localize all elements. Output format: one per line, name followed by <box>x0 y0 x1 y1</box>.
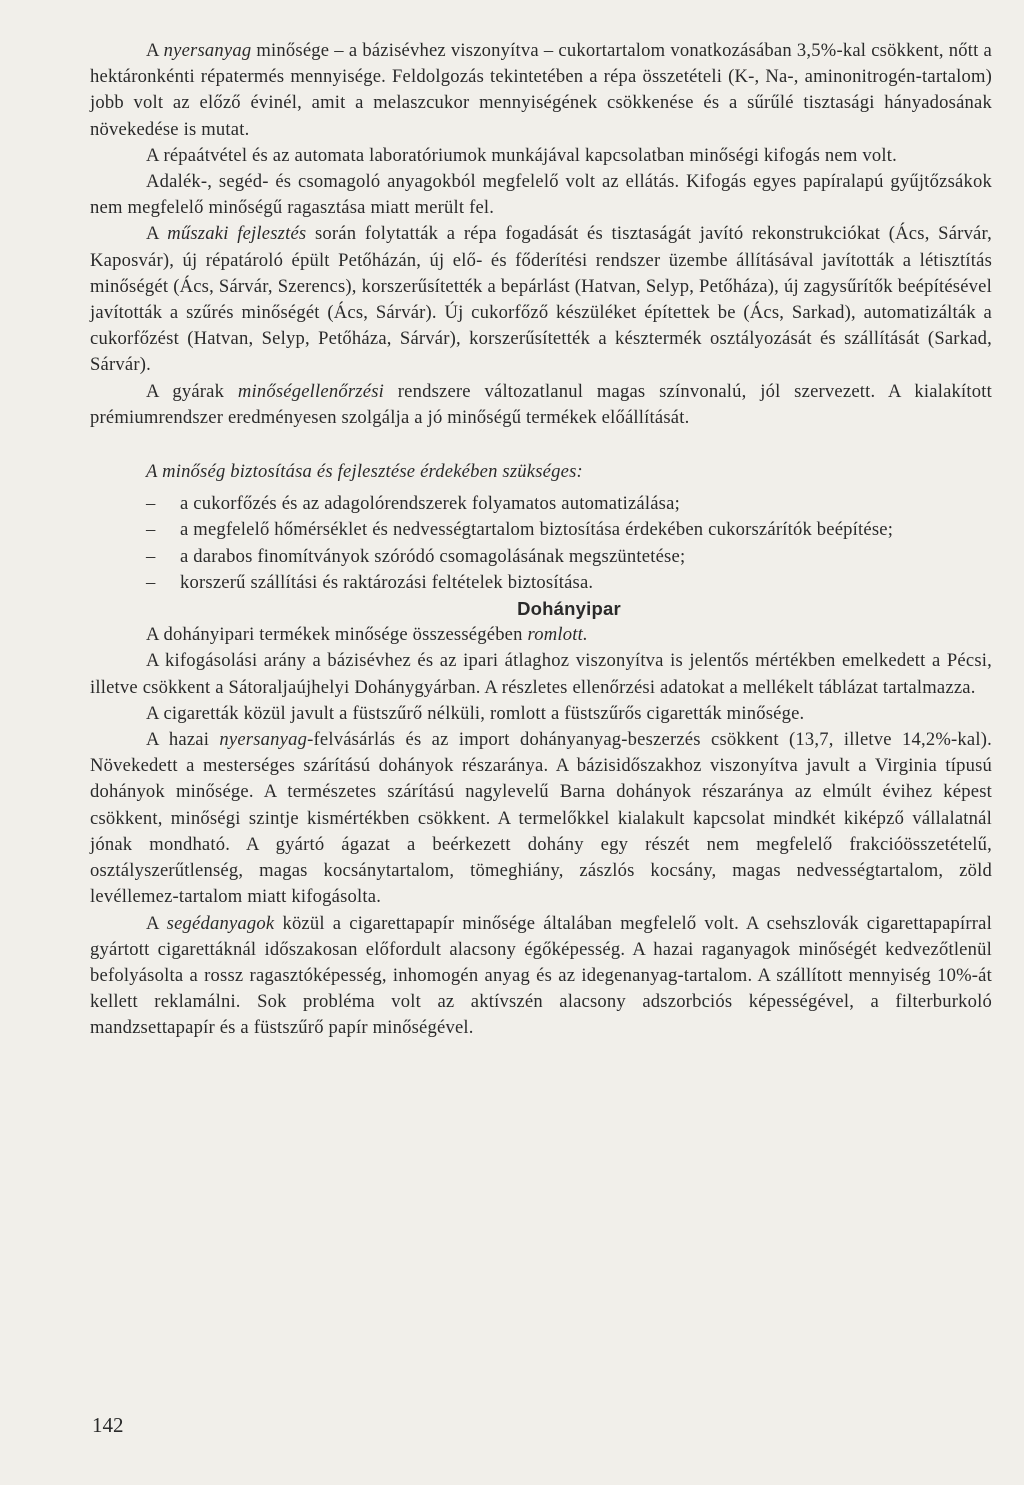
paragraph-rejection-rate: A kifogásolási arány a bázisévhez és az ipari átlaghoz viszonyítva is jelentős mértékben emelkedett a Pécsi, illetve csökkent a Sátoraljaújhelyi Dohánygyárban. A részletes ellenőrzési adatokat a mellékelt táblázat tartalmazza. <box>90 650 992 698</box>
italic-term: műszaki fejlesztés <box>167 223 307 245</box>
list-item: – korszerű szállítási és raktározási feltételek biztosítása. <box>90 570 992 596</box>
list-item: – a darabos finomítványok szóródó csomagolásának megszüntetése; <box>90 544 992 570</box>
paragraph-beet-intake: A répaátvétel és az automata laboratóriumok munkájával kapcsolatban minőségi kifogás nem volt. <box>146 144 897 166</box>
list-item: – a megfelelő hőmérséklet és nedvességtartalom biztosítása érdekében cukorszárítók beépítése; <box>90 517 992 543</box>
italic-term: nyersanyag <box>163 40 252 61</box>
paragraph-technical-development: A műszaki fejlesztés során folytatták a répa fogadását és tisztaságát javító rekonstrukciókat (Ács, Sárvár, Kaposvár), új répatároló épült Petőházán, új elő- és főderítési rendszer üzembe állításával javították a létisztítás minőségét (Ács, Sárvár, Szerencs), korszerűsítették a bepárlást (Hatvan, Selyp, Petőháza), új zagysűrítők beépítésével javították a szűrés minőségét (Ács, Sárvár). Új cukorfőző készüléket építettek be (Ács, Sarkad), automatizálták a cukorfőzést (Hatvan, Selyp, Petőháza, Sárvár), korszerűsítették a késztermék osztályozását és szállítását (Sarkad, Sárvár). <box>90 223 993 376</box>
paragraph-quality-control: A gyárak minőségellenőrzési rendszere változatlanul magas színvonalú, jól szervezett. A kialakított prémiumrendszer eredményesen szolgálja a jó minőségű termékek előállítását. <box>90 380 992 428</box>
body-text <box>90 38 992 1042</box>
italic-term: segédanyagok <box>166 912 275 934</box>
list-item: – a cukorfőzés és az adagolórendszerek folyamatos automatizálása; <box>90 491 992 517</box>
paragraph-tobacco-quality: A dohányipari termékek minősége összességében romlott. <box>146 624 588 646</box>
italic-term: nyersanyag <box>219 729 308 751</box>
paragraph-auxiliary-materials: A segédanyagok közül a cigarettapapír minősége általában megfelelő volt. A csehszlovák cigarettapapírral gyártott cigarettáknál időszakosan előfordult alacsony égőképesség. A hazai raganyagok minőségét kedvezőtlenül befolyásolta a rossz ragasztóképesség, inhomogén anyag és az idegenanyag-tartalom. A szállított mennyiség 10%-át kellett reklamálni. Sok probléma volt az aktívszén alacsony adszorbciós képességével, a filterburkoló mandzsettapapír és a füstszűrő papír minőségével. <box>90 912 992 1039</box>
italic-term: romlott. <box>527 624 588 646</box>
paragraph-cigarettes: A cigaretták közül javult a füstszűrő nélküli, romlott a füstszűrős cigaretták minősége. <box>146 702 805 724</box>
italic-term: minőségellenőrzési <box>237 380 384 402</box>
paragraph-supplies: Adalék-, segéd- és csomagoló anyagokból megfelelő volt az ellátás. Kifogás egyes papíralapú gyűjtőzsákok nem megfelelő minőségű ragasztása miatt merült fel. <box>90 171 992 219</box>
paragraph-raw-material: A nyersanyag minősége – a bázisévhez viszonyítva – cukortartalom vonatkozásában 3,5%-kal csökkent, nőtt a hektáronkénti répatermés mennyisége. Feldolgozás tekintetében a répa összetételi (K-, Na-, aminonitrogén-tartalom) jobb volt az előző évinél, amit a melaszcukor mennyiségének csökkenése és a sűrűlé tisztasági hányadosának növekedése is mutat. <box>90 40 992 140</box>
list-intro: A minőség biztosítása és fejlesztése érdekében szükséges: <box>146 461 583 483</box>
paragraph-tobacco-raw-material: A hazai nyersanyag-felvásárlás és az import dohányanyag-beszerzés csökkent (13,7, illetve 14,2%-kal). Növekedett a mesterséges szárítású dohányok részaránya. A bázisidőszakhoz viszonyítva javult a Virginia típusú dohányok minősége. A természetes szárítású nagylevelű Barna dohányok részaránya az elmúlt évihez képest csökkent, minőségi szintje kismértékben csökkent. A termelőkkel kialakult kapcsolat mindkét kiképző vállalatnál jónak mondható. A gyártó ágazat a beérkezett dohány egy részét nem megfelelő frakcióösszetételű, osztályszerűtlenség, magas kocsánytartalom, tömeghiány, zászlós kocsány, magas nedvességtartalom, zöld levéllemez-tartalom miatt kifogásolta. <box>90 729 992 908</box>
section-heading: Dohányipar <box>517 598 621 620</box>
requirements-list <box>90 491 992 596</box>
page-number: 142 <box>92 1413 124 1437</box>
